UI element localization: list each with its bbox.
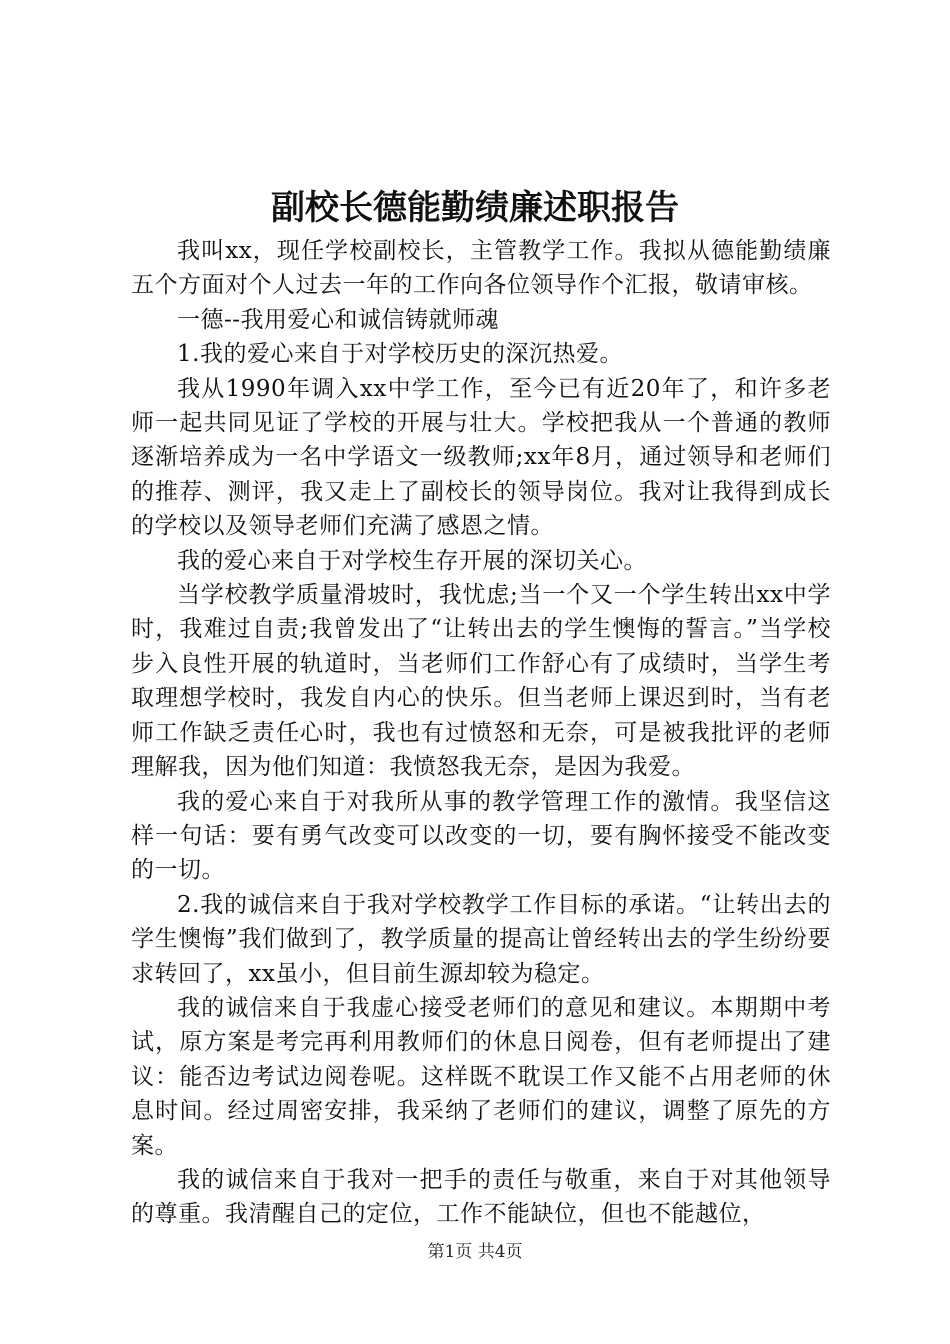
section-heading: 一德--我用爱心和诚信铸就师魂 <box>177 306 500 333</box>
page-footer: 第1页 共4页 <box>427 1242 523 1262</box>
paragraph: 当学校教学质量滑坡时，我忧虑;当一个又一个学生转出xx中学时，我难过自责;我曾发出了“让转出去的学生懊悔的誓言。”当学校步入良性开展的轨道时，当老师们工作舒心有了成绩时，当学生考取理想学校时，我发自内心的快乐。但当老师上课迟到时，当有老师工作缺乏责任心时，我也有过愤怒和无奈，可是被我批评的老师理解我，因为他们知道：我愤怒我无奈，是因为我爱。 <box>131 582 831 781</box>
paragraph: 我的诚信来自于我虚心接受老师们的意见和建议。本期期中考试，原方案是考完再利用教师们的休息日阅卷，但有老师提出了建议：能否边考试边阅卷呢。这样既不耽误工作又能不占用老师的休息时间。经过周密安排，我采纳了老师们的建议，调整了原先的方案。 <box>131 994 831 1159</box>
paragraph: 2.我的诚信来自于我对学校教学工作目标的承诺。“让转出去的学生懊悔”我们做到了，教学质量的提高让曾经转出去的学生纷纷要求转回了，xx虽小，但目前生源却较为稳定。 <box>131 891 831 987</box>
paragraph: 我的爱心来自于对我所从事的教学管理工作的激情。我坚信这样一句话：要有勇气改变可以改变的一切，要有胸怀接受不能改变的一切。 <box>131 788 831 884</box>
document-body <box>131 234 831 1232</box>
paragraph: 1.我的爱心来自于对学校历史的深沉热爱。 <box>177 341 623 368</box>
document-title: 副校长德能勤绩廉述职报告 <box>271 188 679 228</box>
paragraph: 我的诚信来自于我对一把手的责任与敬重，来自于对其他领导的尊重。我清醒自己的定位，工作不能缺位，但也不能越位， <box>131 1166 831 1228</box>
paragraph: 我从1990年调入xx中学工作，至今已有近20年了，和许多老师一起共同见证了学校的开展与壮大。学校把我从一个普通的教师逐渐培养成为一名中学语文一级教师;xx年8月，通过领导和老师们的推荐、测评，我又走上了副校长的领导岗位。我对让我得到成长的学校以及领导老师们充满了感恩之情。 <box>131 375 831 540</box>
paragraph: 我叫xx，现任学校副校长，主管教学工作。我拟从德能勤绩廉五个方面对个人过去一年的工作向各位领导作个汇报，敬请审核。 <box>131 238 831 299</box>
paragraph: 我的爱心来自于对学校生存开展的深切关心。 <box>177 547 647 574</box>
